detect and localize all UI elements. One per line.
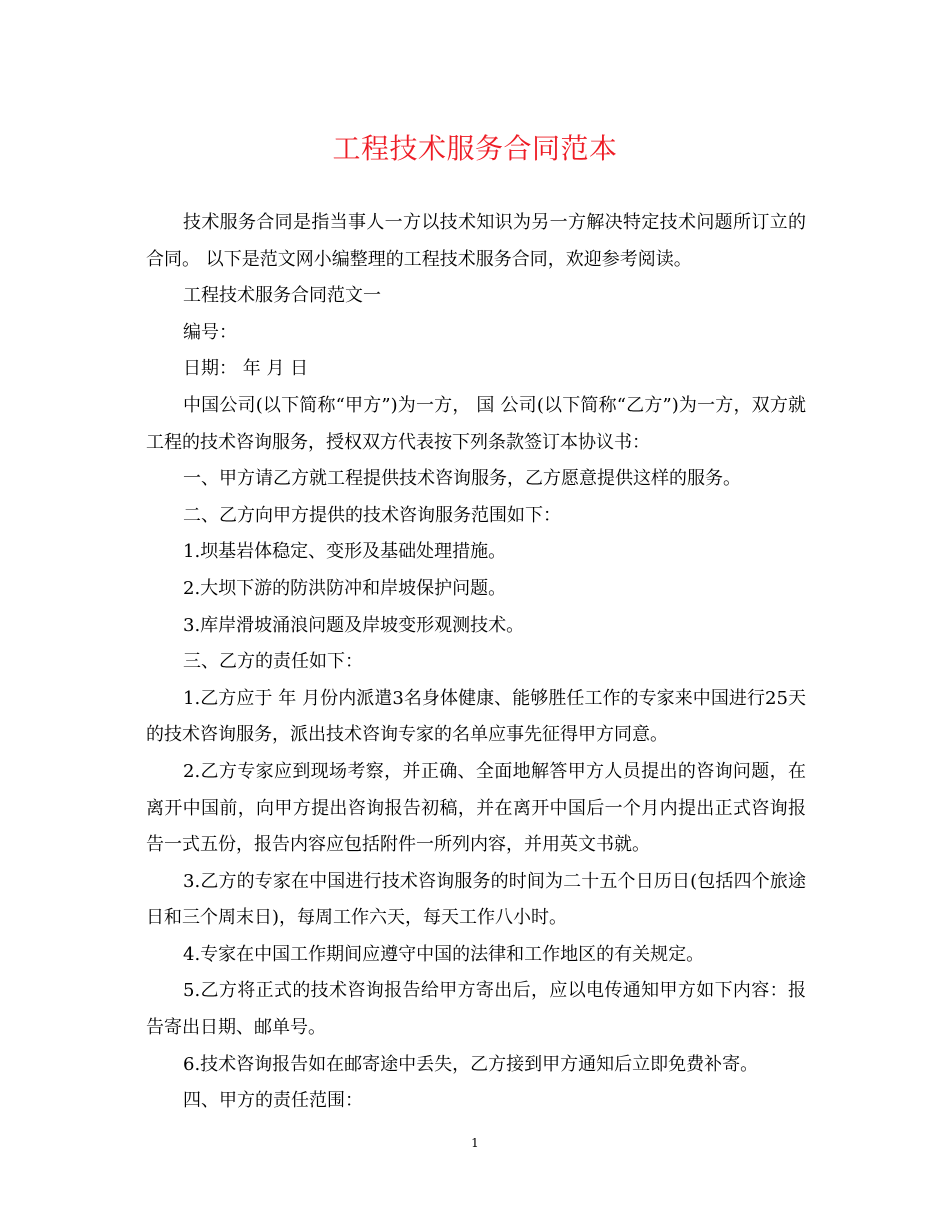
paragraph-clause-2-item-2: 2.大坝下游的防洪防冲和岸坡保护问题。	[183, 577, 507, 599]
paragraph-clause-2: 二、乙方向甲方提供的技术咨询服务范围如下：	[183, 504, 561, 526]
paragraph-clause-3-item-4: 4.专家在中国工作期间应遵守中国的法律和工作地区的有关规定。	[183, 943, 705, 965]
paragraph-clause-2-item-3: 3.库岸滑坡涌浪问题及岸坡变形观测技术。	[183, 614, 525, 636]
paragraph-clause-3-item-3: 3.乙方的专家在中国进行技术咨询服务的时间为二十五个日历日(包括四个旅途日和三个周末日)，每周工作六天，每天工作八小时。	[146, 870, 806, 929]
paragraph-clause-3-item-2: 2.乙方专家应到现场考察，并正确、全面地解答甲方人员提出的咨询问题，在离开中国前，向甲方提出咨询报告初稿，并在离开中国后一个月内提出正式咨询报告一式五份，报告内容应包括附件一所列内容，并用英文书就。	[146, 760, 806, 856]
paragraph-intro: 技术服务合同是指当事人一方以技术知识为另一方解决特定技术问题所订立的合同。 以下是范文网小编整理的工程技术服务合同，欢迎参考阅读。	[146, 212, 806, 270]
paragraph-date-field: 日期： 年 月 日	[183, 358, 309, 380]
paragraph-clause-3-item-6: 6.技术咨询报告如在邮寄途中丢失，乙方接到甲方通知后立即免费补寄。	[183, 1053, 759, 1075]
document-body	[146, 205, 806, 1120]
paragraph-clause-3-item-1: 1.乙方应于 年 月份内派遣3名身体健康、能够胜任工作的专家来中国进行25天的技术咨询服务，派出技术咨询专家的名单应事先征得甲方同意。	[146, 687, 806, 746]
paragraph-parties: 中国公司(以下简称“甲方”)为一方， 国 公司(以下简称“乙方”)为一方，双方就工程的技术咨询服务，授权双方代表按下列条款签订本协议书：	[146, 394, 806, 453]
paragraph-clause-4: 四、甲方的责任范围：	[183, 1090, 363, 1112]
page-number: 1	[471, 1136, 479, 1150]
paragraph-sample-heading: 工程技术服务合同范文一	[183, 285, 381, 307]
paragraph-clause-1: 一、甲方请乙方就工程提供技术咨询服务，乙方愿意提供这样的服务。	[183, 468, 741, 490]
paragraph-number-field: 编号：	[183, 321, 237, 343]
paragraph-clause-3: 三、乙方的责任如下：	[183, 651, 363, 673]
paragraph-clause-2-item-1: 1.坝基岩体稳定、变形及基础处理措施。	[183, 541, 507, 563]
paragraph-clause-3-item-5: 5.乙方将正式的技术咨询报告给甲方寄出后，应以电传通知甲方如下内容：报告寄出日期、邮单号。	[146, 980, 806, 1039]
document-title: 工程技术服务合同范本	[332, 132, 618, 165]
